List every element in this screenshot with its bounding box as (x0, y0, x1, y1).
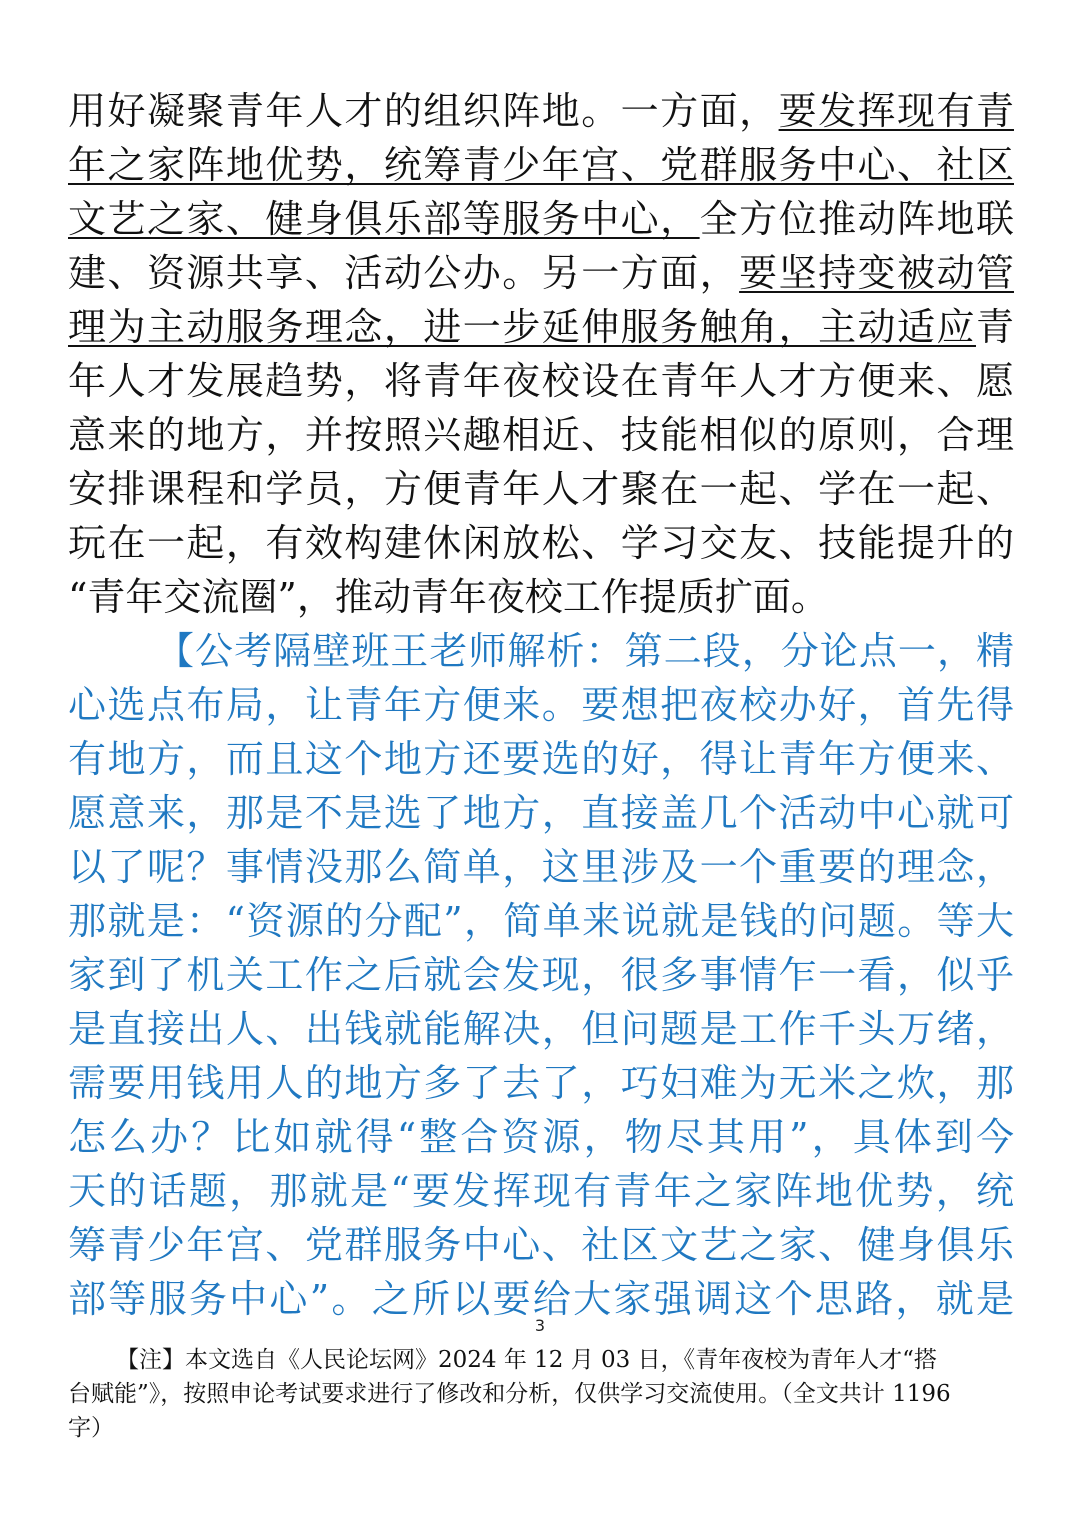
note-line: 字） (68, 1415, 114, 1441)
analysis-line: 怎么办？比如就得“整合资源，物尽其用”，具体到今 (68, 1115, 1014, 1159)
underlined-text: 理为主动服务理念，进一步延伸服务触角，主动适应 (68, 305, 976, 349)
note-line: 台赋能”》，按照申论考试要求进行了修改和分析，仅供学习交流使用。（全文共计 1196 (68, 1381, 951, 1407)
analysis-line: 心选点布局，让青年方便来。要想把夜校办好，首先得 (68, 683, 1014, 727)
body-line (68, 300, 1014, 354)
analysis-line: 愿意来，那是不是选了地方，直接盖几个活动中心就可 (68, 791, 1014, 835)
analysis-line: 需要用钱用人的地方多了去了，巧妇难为无米之炊，那 (68, 1061, 1014, 1105)
text-segment: 年人才发展趋势，将青年夜校设在青年人才方便来、愿 (68, 359, 1014, 403)
analysis-paragraph (68, 624, 1014, 1326)
underlined-text: 文艺之家、健身俱乐部等服务中心， (68, 197, 700, 241)
underlined-text: 年之家阵地优势，统筹青少年宫、党群服务中心、社区 (68, 143, 1014, 187)
analysis-line: 【公考隔壁班王老师解析：第二段，分论点一，精 (156, 629, 1014, 673)
text-segment: 安排课程和学员，方便青年人才聚在一起、学在一起、 (68, 467, 1014, 511)
analysis-line: 那就是：“资源的分配”，简单来说就是钱的问题。等大 (68, 899, 1014, 943)
text-segment: 意来的地方，并按照兴趣相近、技能相似的原则，合理 (68, 413, 1014, 457)
text-segment: 用好凝聚青年人才的组织阵地。一方面， (68, 89, 779, 133)
text-segment: 青 (975, 305, 1014, 349)
text-segment: “青年交流圈”，推动青年夜校工作提质扩面。 (68, 575, 829, 619)
analysis-line: 部等服务中心”。之所以要给大家强调这个思路，就是 (68, 1277, 1014, 1321)
analysis-line: 是直接出人、出钱就能解决，但问题是工作千头万绪， (68, 1007, 1014, 1051)
text-segment: 建、资源共享、活动公办。另一方面， (68, 251, 740, 295)
analysis-line: 天的话题，那就是“要发挥现有青年之家阵地优势，统 (68, 1169, 1014, 1213)
source-note (68, 1343, 1014, 1445)
body-line (68, 246, 1014, 300)
body-line (68, 516, 1014, 570)
body-line (68, 84, 1014, 138)
body-line (68, 570, 1014, 624)
analysis-line: 以了呢？事情没那么简单，这里涉及一个重要的理念， (68, 845, 1014, 889)
body-line (68, 354, 1014, 408)
article-body (68, 84, 1014, 1326)
text-segment: 玩在一起，有效构建休闲放松、学习交友、技能提升的 (68, 521, 1014, 565)
underlined-text: 要发挥现有青 (778, 89, 1014, 133)
body-line (68, 408, 1014, 462)
note-line: 【注】本文选自《人民论坛网》2024 年 12 月 03 日，《青年夜校为青年人才“搭 (116, 1347, 937, 1373)
analysis-line: 有地方，而且这个地方还要选的好，得让青年方便来、 (68, 737, 1014, 781)
body-line (68, 138, 1014, 192)
page-number: 3 (534, 1316, 546, 1335)
body-line (68, 192, 1014, 246)
body-line (68, 462, 1014, 516)
analysis-line: 筹青少年宫、党群服务中心、社区文艺之家、健身俱乐 (68, 1223, 1014, 1267)
body-paragraph (68, 84, 1014, 624)
underlined-text: 要坚持变被动管 (739, 251, 1014, 295)
text-segment: 全方位推动阵地联 (699, 197, 1014, 241)
analysis-line: 家到了机关工作之后就会发现，很多事情乍一看，似乎 (68, 953, 1014, 997)
